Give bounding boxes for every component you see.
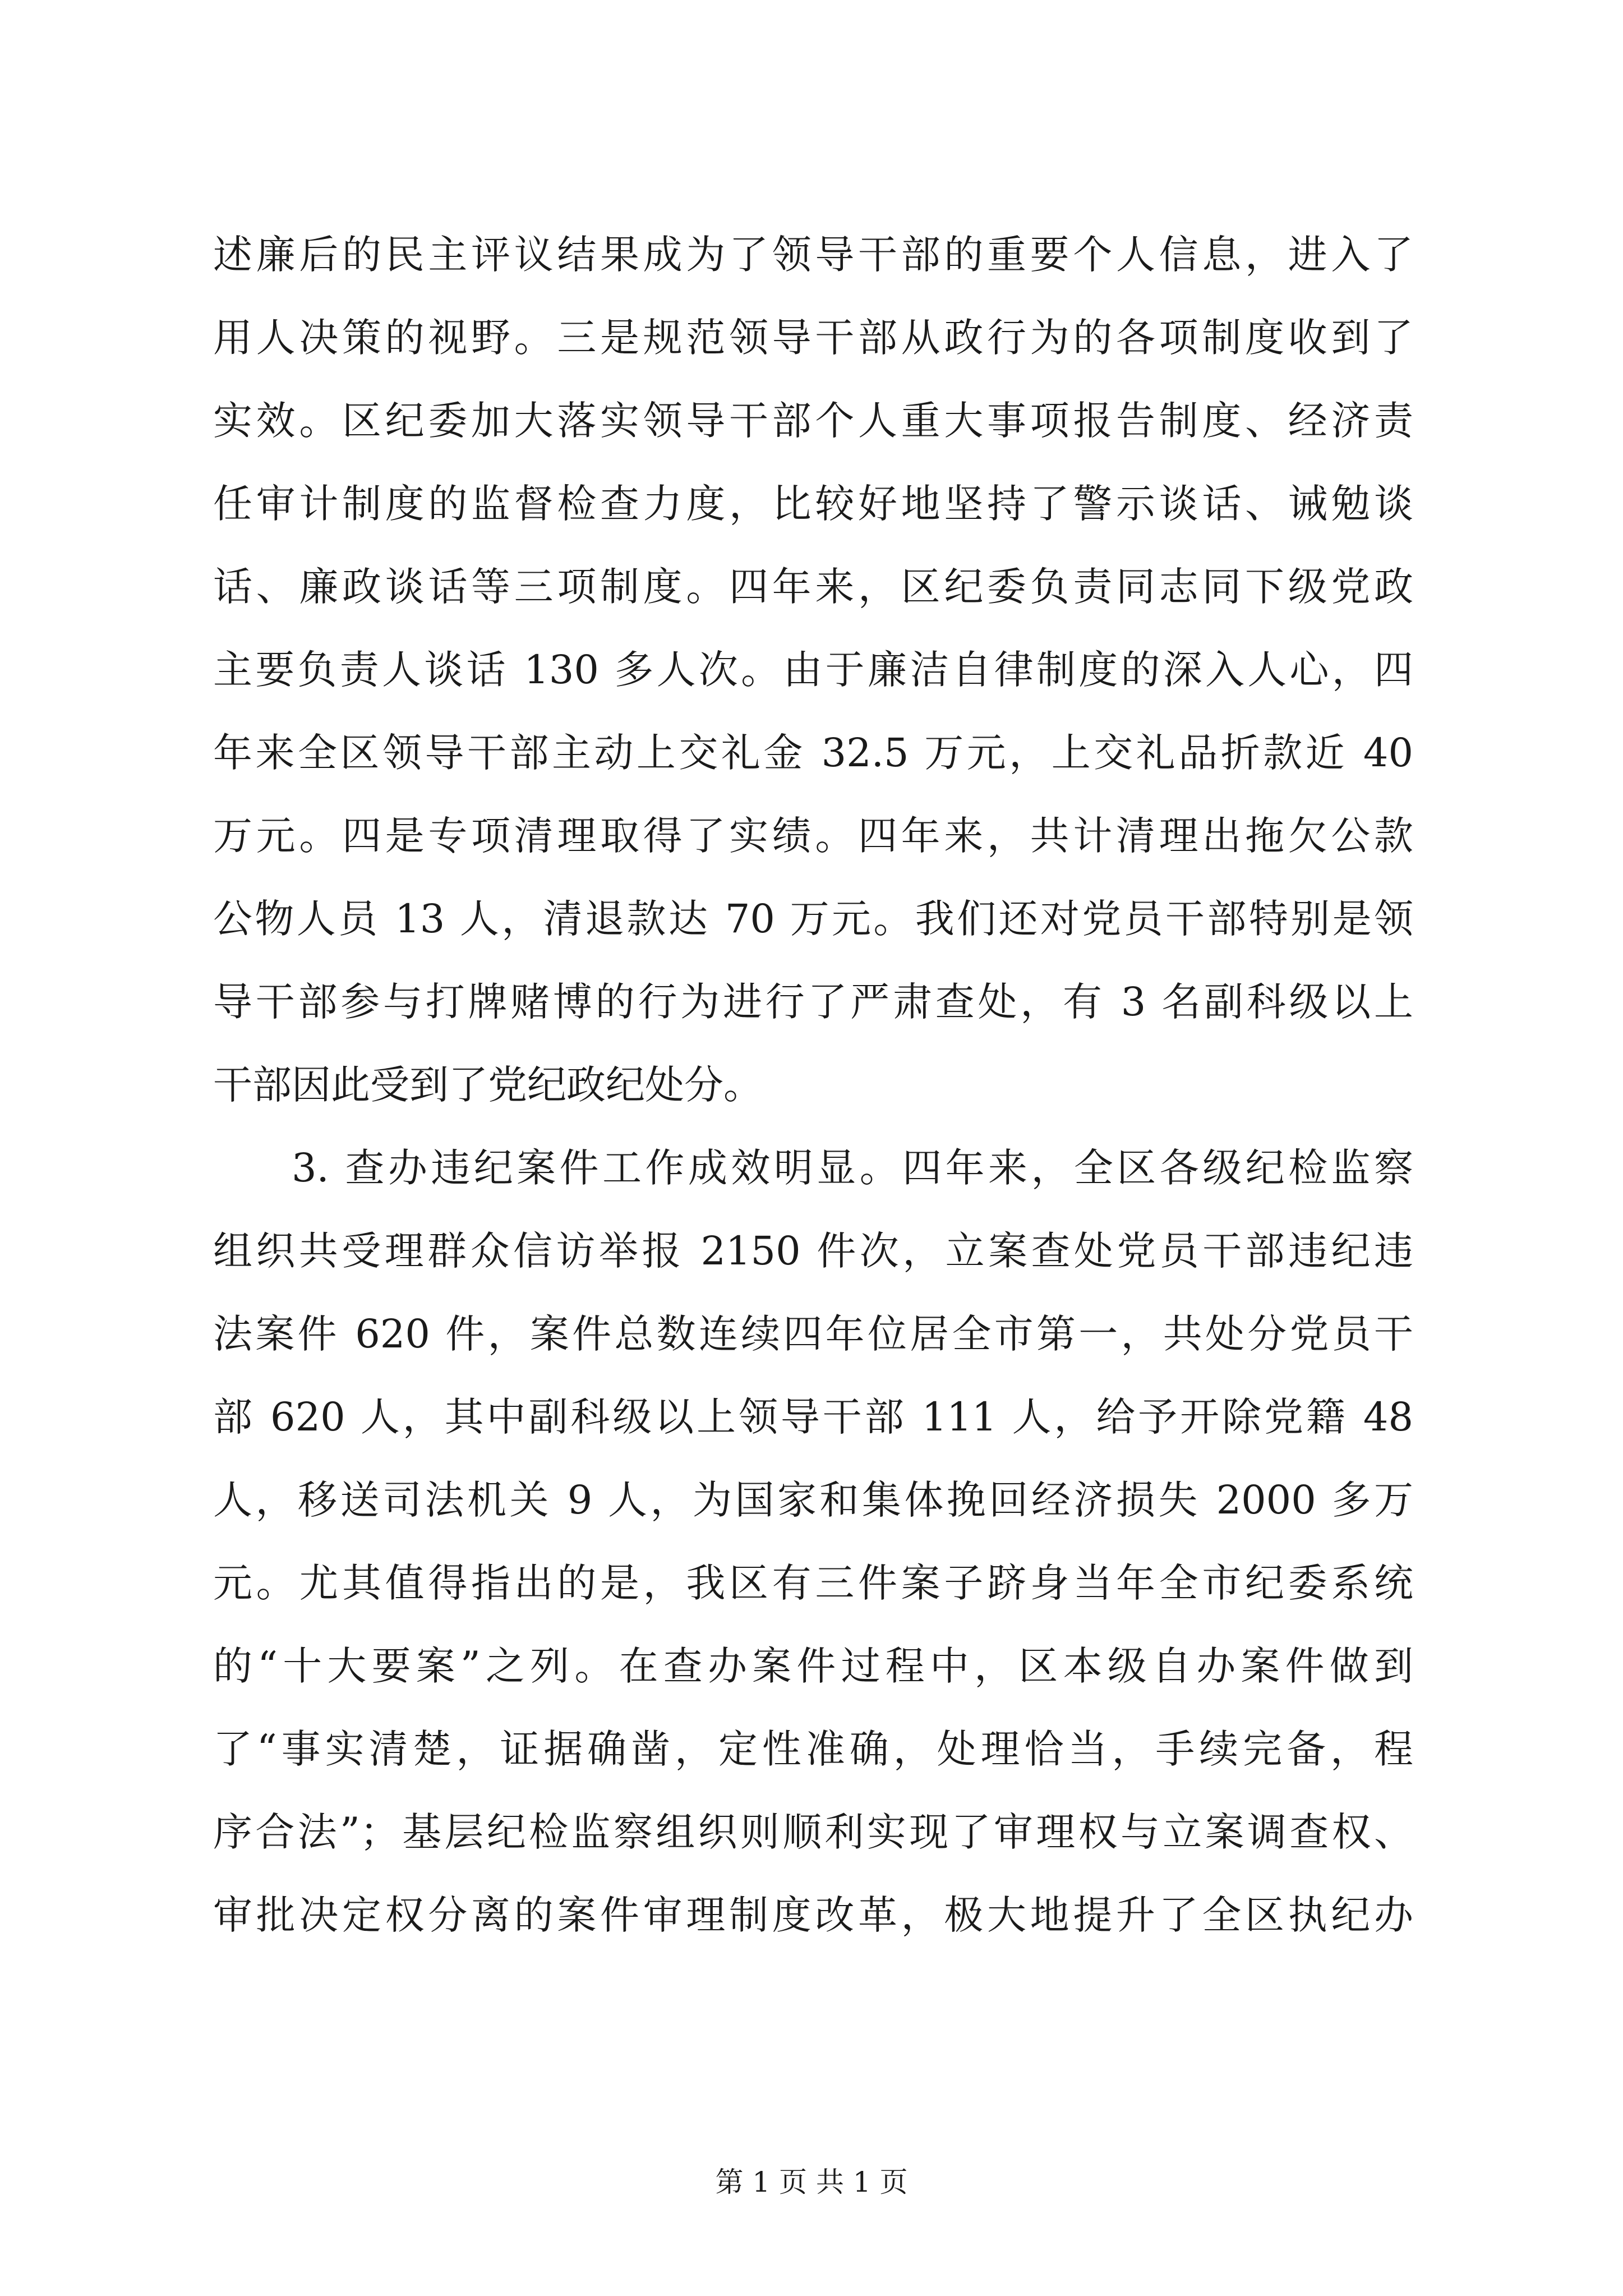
text-line: 述廉后的民主评议结果成为了领导干部的重要个人信息，进入了 <box>213 232 1413 278</box>
page-number-footer: 第 1 页 共 1 页 <box>715 2166 908 2198</box>
text-line: 部 620 人，其中副科级以上领导干部 111 人，给予开除党籍 48 <box>213 1394 1413 1440</box>
document-body <box>213 213 1413 1957</box>
text-line: 公物人员 13 人，清退款达 70 万元。我们还对党员干部特别是领 <box>213 896 1413 942</box>
text-line: 法案件 620 件，案件总数连续四年位居全市第一，共处分党员干 <box>213 1311 1413 1357</box>
text-line: 的“十大要案”之列。在查办案件过程中，区本级自办案件做到 <box>213 1643 1413 1689</box>
text-line: 序合法”；基层纪检监察组织则顺利实现了审理权与立案调查权、 <box>213 1809 1413 1855</box>
text-line: 元。尤其值得指出的是，我区有三件案子跻身当年全市纪委系统 <box>213 1560 1413 1606</box>
text-line: 年来全区领导干部主动上交礼金 32.5 万元，上交礼品折款近 40 <box>213 730 1413 776</box>
text-line: 导干部参与打牌赌博的行为进行了严肃查处，有 3 名副科级以上 <box>213 979 1413 1025</box>
text-line: 审批决定权分离的案件审理制度改革，极大地提升了全区执纪办 <box>213 1892 1413 1938</box>
text-line: 人，移送司法机关 9 人，为国家和集体挽回经济损失 2000 多万 <box>213 1477 1413 1523</box>
text-line: 用人决策的视野。三是规范领导干部从政行为的各项制度收到了 <box>213 315 1413 361</box>
text-line: 了“事实清楚，证据确凿，定性准确，处理恰当，手续完备，程 <box>213 1726 1413 1772</box>
text-line: 实效。区纪委加大落实领导干部个人重大事项报告制度、经济责 <box>213 398 1413 444</box>
text-line: 万元。四是专项清理取得了实绩。四年来，共计清理出拖欠公款 <box>213 813 1413 859</box>
paragraph-heading-line: 3. 查办违纪案件工作成效明显。四年来，全区各级纪检监察 <box>292 1145 1413 1191</box>
text-line: 任审计制度的监督检查力度，比较好地坚持了警示谈话、诫勉谈 <box>213 481 1413 527</box>
text-line: 主要负责人谈话 130 多人次。由于廉洁自律制度的深入人心，四 <box>213 647 1413 693</box>
text-line: 组织共受理群众信访举报 2150 件次，立案查处党员干部违纪违 <box>213 1228 1413 1274</box>
text-line: 话、廉政谈话等三项制度。四年来，区纪委负责同志同下级党政 <box>213 564 1413 610</box>
text-line: 干部因此受到了党纪政纪处分。 <box>213 1062 763 1108</box>
